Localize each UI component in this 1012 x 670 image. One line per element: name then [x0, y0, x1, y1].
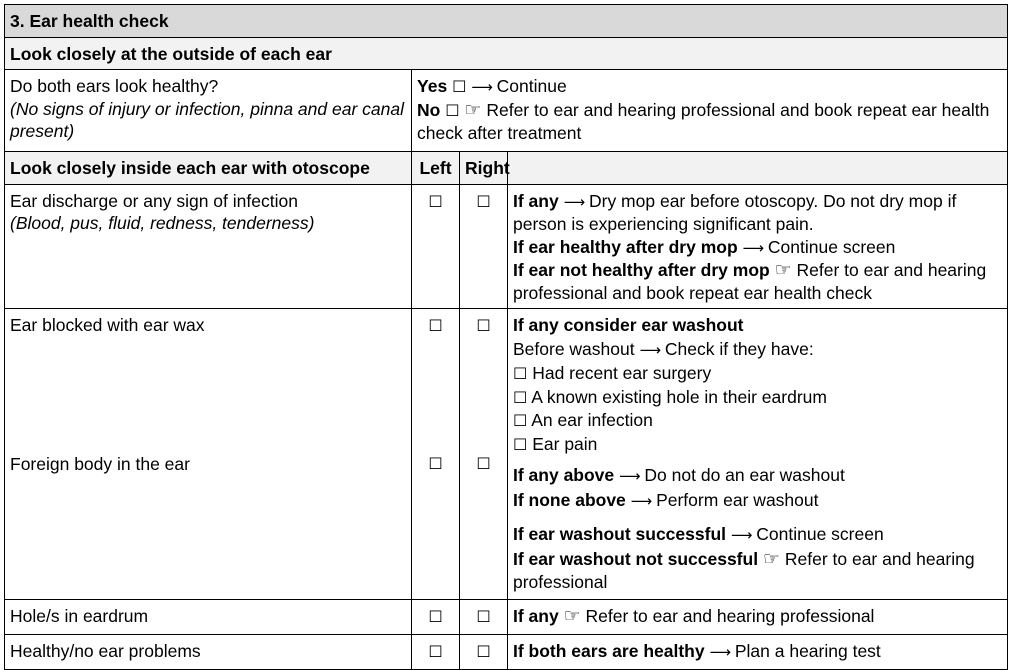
wax-any-bold: If any above [513, 465, 615, 485]
discharge-healthy-text: Continue screen [767, 236, 896, 257]
inside-header: Look closely inside each ear with otoscope [5, 152, 412, 185]
arrow-right-icon: ⟶ [730, 526, 752, 544]
yes-checkbox[interactable]: ☐ [452, 77, 467, 96]
wax-right-checkbox[interactable]: ☐ [476, 316, 491, 335]
outside-header: Look closely at the outside of each ear [5, 37, 1008, 70]
arrow-right-icon: ⟶ [742, 238, 764, 257]
outside-question: Do both ears look healthy? [10, 76, 219, 96]
no-checkbox[interactable]: ☐ [445, 100, 460, 120]
arrow-right-icon: ⟶ [563, 192, 585, 211]
action-column-header [508, 152, 1008, 185]
discharge-left-checkbox[interactable]: ☐ [428, 191, 443, 211]
check-hole-checkbox[interactable]: ☐ [513, 387, 528, 407]
right-column-header: Right [460, 152, 508, 185]
wax-row [5, 309, 1008, 600]
pointing-hand-icon: ☞ [774, 259, 792, 281]
outside-header-row [5, 37, 1008, 70]
wax-before-action: Check if they have: [664, 338, 814, 359]
discharge-healthy-bold: If ear healthy after dry mop [513, 236, 738, 257]
discharge-note: (Blood, pus, fluid, redness, tenderness) [10, 213, 315, 233]
wax-success-bold: If ear washout successful [513, 524, 726, 544]
outside-question-row [5, 70, 1008, 152]
arrow-right-icon: ⟶ [639, 340, 660, 359]
discharge-right-checkbox[interactable]: ☐ [476, 191, 491, 211]
left-column-header: Left [412, 152, 460, 185]
check-pain-checkbox[interactable]: ☐ [513, 434, 528, 454]
outside-question-cell [5, 70, 412, 152]
foreign-body-label: Foreign body in the ear [10, 454, 190, 474]
discharge-not-healthy-bold: If ear not healthy after dry mop [513, 260, 770, 280]
yes-label: Yes [417, 76, 448, 96]
wax-title: If any consider ear washout [513, 315, 744, 335]
wax-none-bold: If none above [513, 489, 626, 510]
inside-header-row [5, 152, 1008, 185]
healthy-row [5, 634, 1008, 669]
arrow-right-icon: ⟶ [471, 78, 492, 96]
arrow-right-icon: ⟶ [619, 467, 640, 485]
wax-label: Ear blocked with ear wax [10, 315, 205, 335]
discharge-if-any-text: Dry mop ear before otoscopy. Do not dry mop if person is experiencing significant pain. [513, 190, 957, 234]
wax-left-checkbox[interactable]: ☐ [428, 316, 443, 335]
discharge-label-cell [5, 184, 412, 309]
check-hole-label: A known existing hole in their eardrum [531, 386, 827, 407]
check-infection-label: An ear infection [531, 410, 653, 430]
hole-if-any: If any [513, 605, 559, 626]
ear-health-check-form [4, 4, 1008, 670]
healthy-action-text: Plan a hearing test [734, 640, 881, 661]
healthy-left-checkbox[interactable]: ☐ [428, 641, 443, 661]
wax-fail-bold: If ear washout not successful [513, 548, 759, 569]
pointing-hand-icon: ☞ [464, 98, 482, 121]
arrow-right-icon: ⟶ [709, 642, 730, 661]
section-title-row [5, 5, 1008, 38]
arrow-right-icon: ⟶ [630, 491, 652, 510]
wax-success-text: Continue screen [756, 524, 884, 544]
wax-before-text: Before washout [513, 338, 635, 359]
healthy-label: Healthy/no ear problems [5, 634, 412, 669]
pointing-hand-icon: ☞ [563, 604, 581, 627]
discharge-if-any: If any [513, 190, 559, 211]
hole-action-text: Refer to ear and hearing professional [585, 605, 875, 626]
discharge-label: Ear discharge or any sign of infection [10, 190, 298, 211]
healthy-action-cell [508, 634, 1008, 669]
pointing-hand-icon: ☞ [762, 547, 780, 570]
yes-action: Continue [496, 76, 567, 96]
foreign-left-checkbox[interactable]: ☐ [428, 454, 443, 473]
foreign-right-checkbox[interactable]: ☐ [476, 454, 491, 473]
outside-answer-cell [412, 70, 1008, 152]
discharge-row [5, 184, 1008, 309]
hole-label: Hole/s in eardrum [5, 599, 412, 634]
wax-any-text: Do not do an ear washout [644, 465, 845, 485]
check-surgery-label: Had recent ear surgery [532, 363, 712, 383]
check-pain-label: Ear pain [532, 433, 598, 454]
hole-right-checkbox[interactable]: ☐ [476, 606, 491, 626]
discharge-not-healthy-text: Refer to ear and hearing professional and book repeat ear health check [513, 260, 987, 303]
no-label: No [417, 99, 441, 120]
hole-left-checkbox[interactable]: ☐ [428, 606, 443, 626]
check-surgery-checkbox[interactable]: ☐ [513, 364, 528, 383]
discharge-action-cell [508, 184, 1008, 309]
healthy-if-both: If both ears are healthy [513, 640, 705, 661]
wax-fail-text: Refer to ear and hearing professional [513, 548, 975, 592]
wax-action-cell [508, 309, 1008, 600]
check-infection-checkbox[interactable]: ☐ [513, 411, 528, 430]
section-title: 3. Ear health check [5, 5, 1008, 38]
healthy-right-checkbox[interactable]: ☐ [476, 641, 491, 661]
wax-none-text: Perform ear washout [656, 489, 819, 510]
wax-label-cell [5, 309, 412, 600]
hole-action-cell [508, 599, 1008, 634]
no-action: Refer to ear and hearing professional and book repeat ear health check after treatment [417, 99, 990, 143]
outside-question-note: (No signs of injury or infection, pinna and ear canal present) [10, 98, 404, 141]
hole-row [5, 599, 1008, 634]
